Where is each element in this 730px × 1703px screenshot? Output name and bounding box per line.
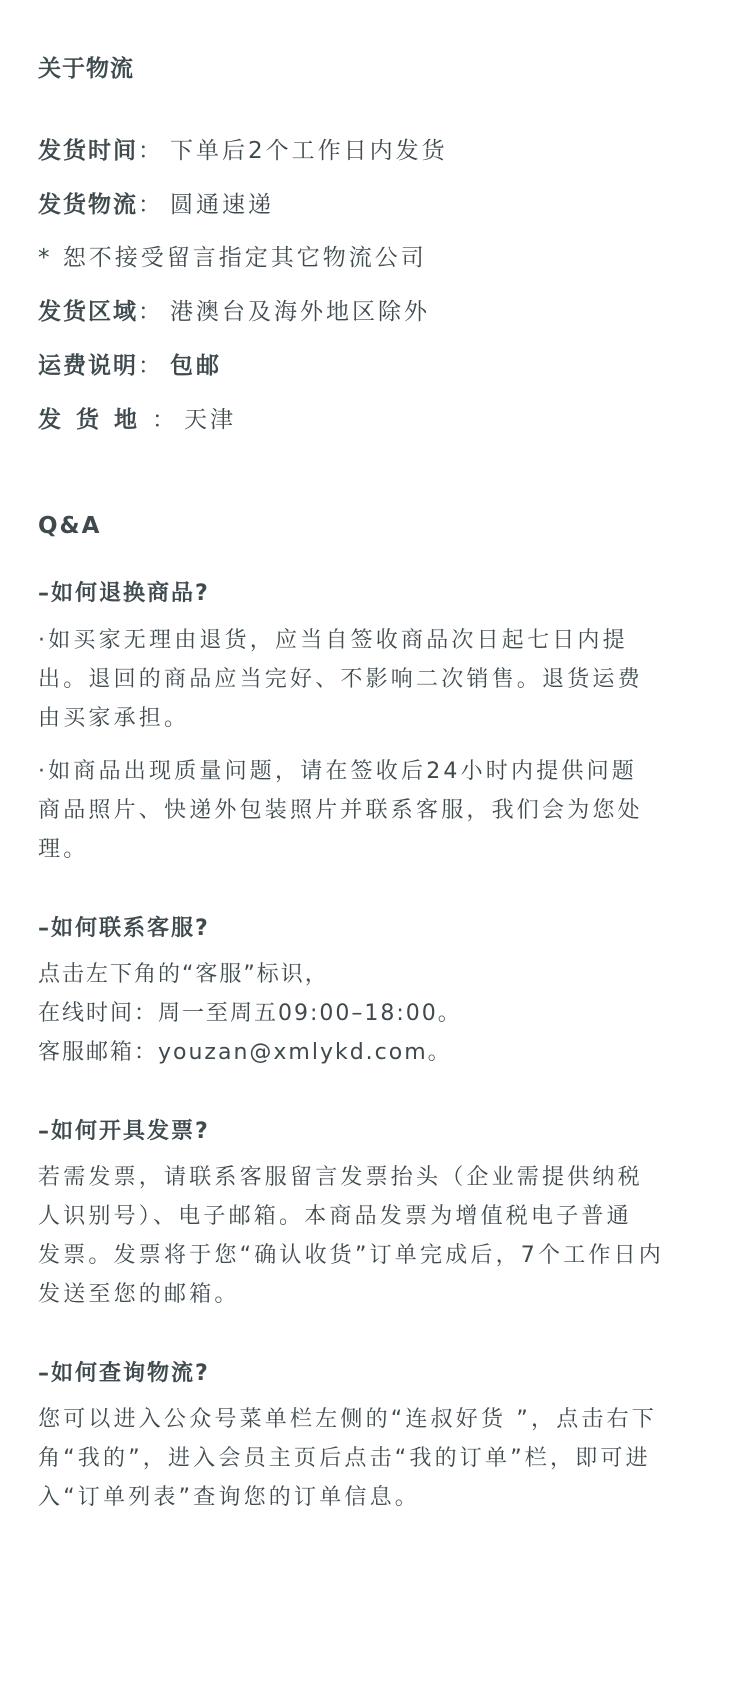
tracking-line2: 角“我的”，进入会员主页后点击“我的订单”栏，即可进 bbox=[38, 1446, 651, 1471]
logistics-section-title: 关于物流 bbox=[38, 56, 134, 82]
carrier-colon: ： bbox=[138, 192, 164, 218]
origin-label: 发货地 bbox=[38, 407, 152, 433]
shipping-fee-colon: ： bbox=[138, 353, 164, 379]
ship-time-label: 发货时间 bbox=[38, 138, 138, 164]
returns-p1-line2: 出。退回的商品应当完好、不影响二次销售。退货运费 bbox=[38, 667, 643, 692]
returns-question: –如何退换商品? bbox=[38, 581, 210, 606]
region-colon: ： bbox=[138, 299, 164, 325]
region-row bbox=[38, 293, 430, 326]
invoice-question: –如何开具发票? bbox=[38, 1119, 210, 1144]
ship-time-row bbox=[38, 132, 448, 165]
service-line1: 点击左下角的“客服”标识， bbox=[38, 962, 329, 987]
service-question: –如何联系客服? bbox=[38, 916, 210, 941]
tracking-line3: 入“订单列表”查询您的订单信息。 bbox=[38, 1485, 420, 1510]
region-label: 发货区域 bbox=[38, 299, 138, 325]
qa-section-title: Q&A bbox=[38, 513, 102, 539]
carrier-row bbox=[38, 186, 274, 219]
ship-time-value: 下单后2个工作日内发货 bbox=[170, 138, 448, 164]
origin-value: 天津 bbox=[184, 407, 236, 433]
tracking-question: –如何查询物流? bbox=[38, 1361, 210, 1386]
invoice-line4: 发送至您的邮箱。 bbox=[38, 1282, 240, 1307]
region-value: 港澳台及海外地区除外 bbox=[170, 299, 430, 325]
returns-p2-line1: ·如商品出现质量问题，请在签收后24小时内提供问题 bbox=[38, 759, 637, 784]
shipping-fee-row bbox=[38, 347, 222, 380]
carrier-value: 圆通速递 bbox=[170, 192, 274, 218]
tracking-line1: 您可以进入公众号菜单栏左侧的“连叔好货 ”，点击右下 bbox=[38, 1407, 657, 1432]
carrier-note: * 恕不接受留言指定其它物流公司 bbox=[38, 245, 427, 271]
carrier-label: 发货物流 bbox=[38, 192, 138, 218]
invoice-line2: 人识别号）、电子邮箱。本商品发票为增值税电子普通 bbox=[38, 1204, 632, 1229]
origin-colon: ： bbox=[152, 407, 178, 433]
returns-p2-line3: 理。 bbox=[38, 837, 89, 862]
invoice-line3: 发票。发票将于您“确认收货”订单完成后，7个工作日内 bbox=[38, 1243, 664, 1268]
service-line2: 在线时间：周一至周五09:00–18:00。 bbox=[38, 1001, 462, 1026]
ship-time-colon: ： bbox=[138, 138, 164, 164]
invoice-line1: 若需发票，请联系客服留言发票抬头（企业需提供纳税 bbox=[38, 1165, 643, 1190]
returns-p2-line2: 商品照片、快递外包装照片并联系客服，我们会为您处 bbox=[38, 798, 643, 823]
returns-p1-line3: 由买家承担。 bbox=[38, 706, 190, 731]
shipping-fee-value: 包邮 bbox=[170, 353, 222, 379]
service-email: 客服邮箱：youzan@xmlykd.com。 bbox=[38, 1040, 452, 1065]
origin-row bbox=[38, 401, 236, 434]
returns-p1-line1: ·如买家无理由退货，应当自签收商品次日起七日内提 bbox=[38, 628, 628, 653]
shipping-fee-label: 运费说明 bbox=[38, 353, 138, 379]
